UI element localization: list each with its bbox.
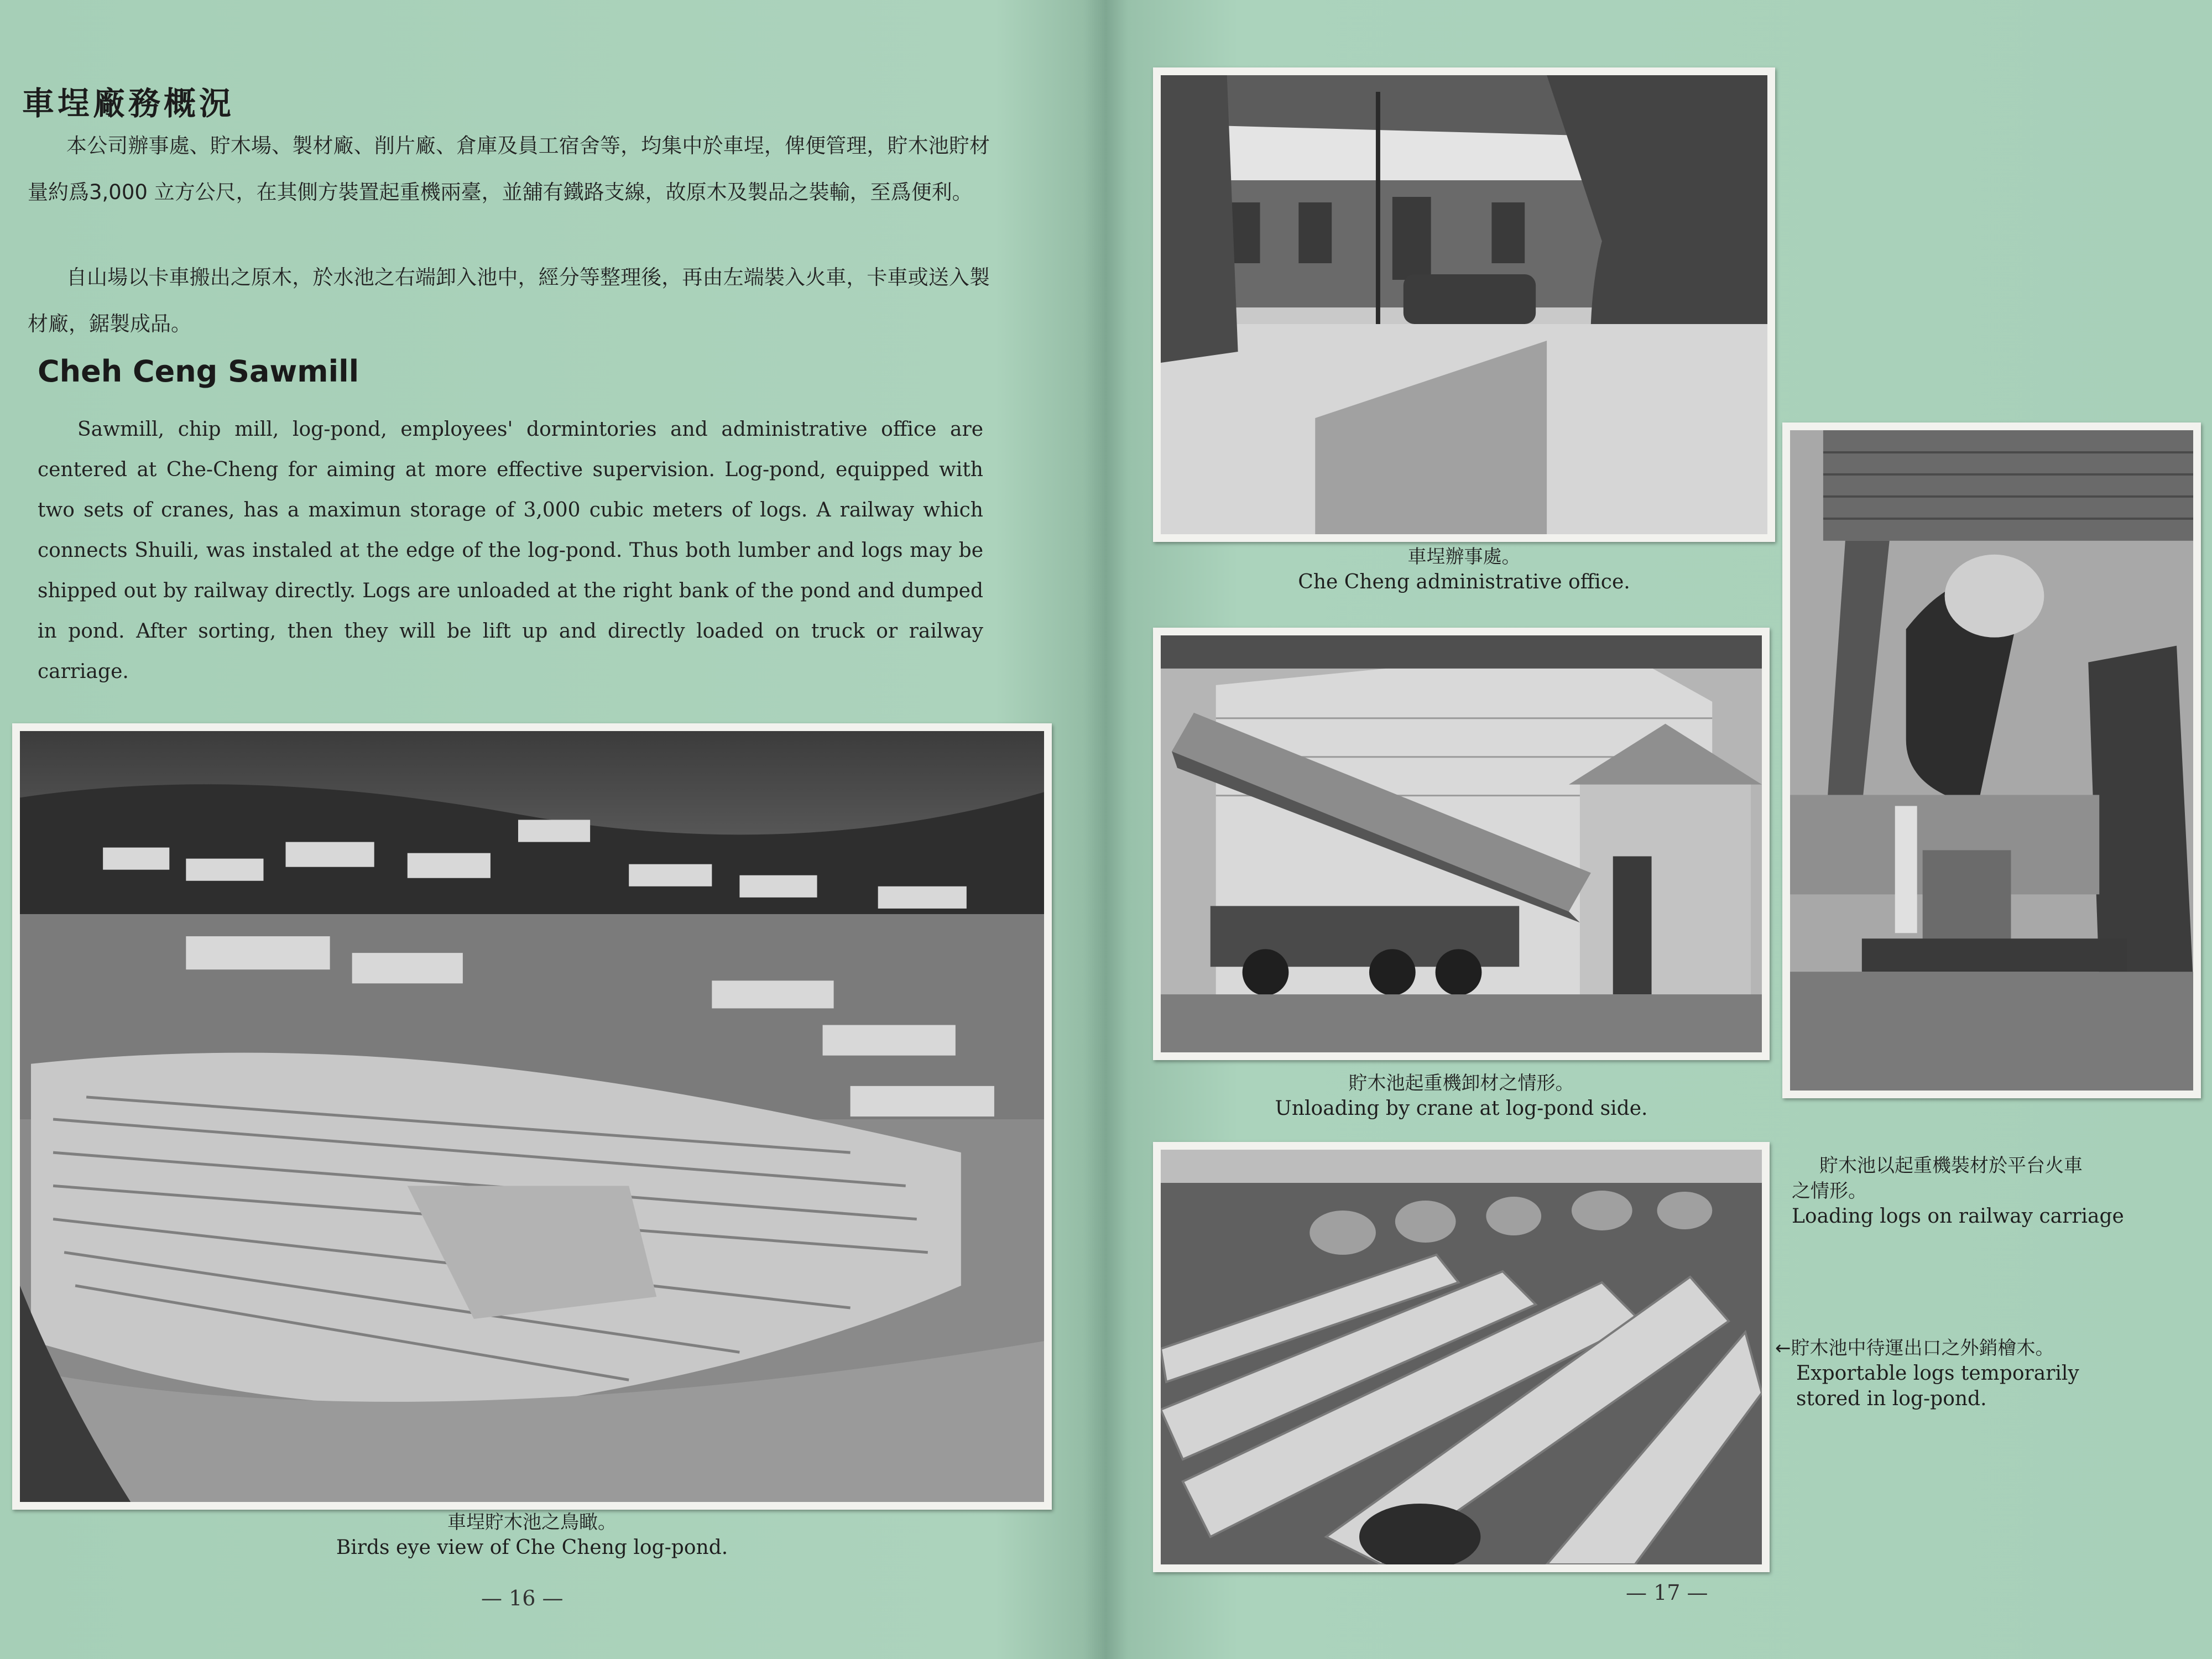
- caption-aerial-zh: 車埕貯木池之鳥瞰。: [447, 1511, 617, 1533]
- paragraph-english: Sawmill, chip mill, log-pond, employees' dormintories and administrative office are centered at Che-Cheng for aiming at more effective supervision. Log-pond, equipped with two sets of cranes, has a maximun storage of 3,000 cubic meters of logs. A railway which connects Shuili, was instaled at the edge of the log-pond. Thus both lumber and logs may be shipped out by railway directly. Logs are unloaded at the right bank of the pond and dumped in pond. After sorting, then they will be lift up and directly loaded on truck or railway carriage.: [38, 418, 983, 683]
- caption-export-en-2: stored in log-pond.: [1796, 1387, 1987, 1410]
- caption-railway: [1792, 1153, 2201, 1229]
- caption-crane: [1153, 1071, 1770, 1121]
- heading-chinese: 車埕廠務概況: [22, 85, 235, 122]
- caption-export-en-1: Exportable logs temporarily: [1796, 1362, 2079, 1385]
- caption-railway-zh-1: 貯木池以起重機裝材於平台火車: [1819, 1155, 2083, 1177]
- page-number-16: — 16 —: [481, 1586, 564, 1610]
- photo-administrative-office: [1153, 67, 1775, 542]
- photo-crane-unloading: [1153, 628, 1770, 1060]
- caption-aerial: [12, 1510, 1052, 1561]
- caption-office-zh: 車埕辦事處。: [1407, 546, 1521, 568]
- heading-english: Cheh Ceng Sawmill: [38, 354, 359, 389]
- caption-railway-zh-2: 之情形。: [1792, 1180, 1867, 1202]
- caption-export: [1775, 1335, 2206, 1412]
- paragraph-chinese-1: 本公司辦事處、貯木場、製材廠、削片廠、倉庫及員工宿舍等，均集中於車埕，俾便管理，貯木池貯材量約爲3,000 立方公尺，在其側方裝置起重機兩臺，並舖有鐵路支線，故原木及製品之裝輸，至爲便利。: [28, 134, 990, 204]
- caption-office-en: Che Cheng administrative office.: [1298, 571, 1630, 593]
- paragraph-chinese-2: 自山場以卡車搬出之原木，於水池之右端卸入池中，經分等整理後，再由左端裝入火車，卡車或送入製材廠，鋸製成品。: [28, 265, 990, 336]
- photo-railway-loading: [1782, 422, 2201, 1098]
- caption-railway-en: Loading logs on railway carriage: [1792, 1205, 2124, 1228]
- caption-aerial-en: Birds eye view of Che Cheng log-pond.: [336, 1536, 728, 1559]
- photo-export-logs: [1153, 1142, 1770, 1572]
- page-number-17: — 17 —: [1626, 1580, 1708, 1605]
- caption-office: [1153, 544, 1775, 595]
- caption-crane-en: Unloading by crane at log-pond side.: [1275, 1097, 1648, 1120]
- caption-export-zh: ←貯木池中待運出口之外銷檜木。: [1775, 1337, 2054, 1359]
- page-17: [1114, 0, 2212, 1659]
- photo-log-pond-aerial: [12, 723, 1052, 1510]
- caption-crane-zh: 貯木池起重機卸材之情形。: [1348, 1072, 1574, 1094]
- page-16: [0, 0, 1098, 1659]
